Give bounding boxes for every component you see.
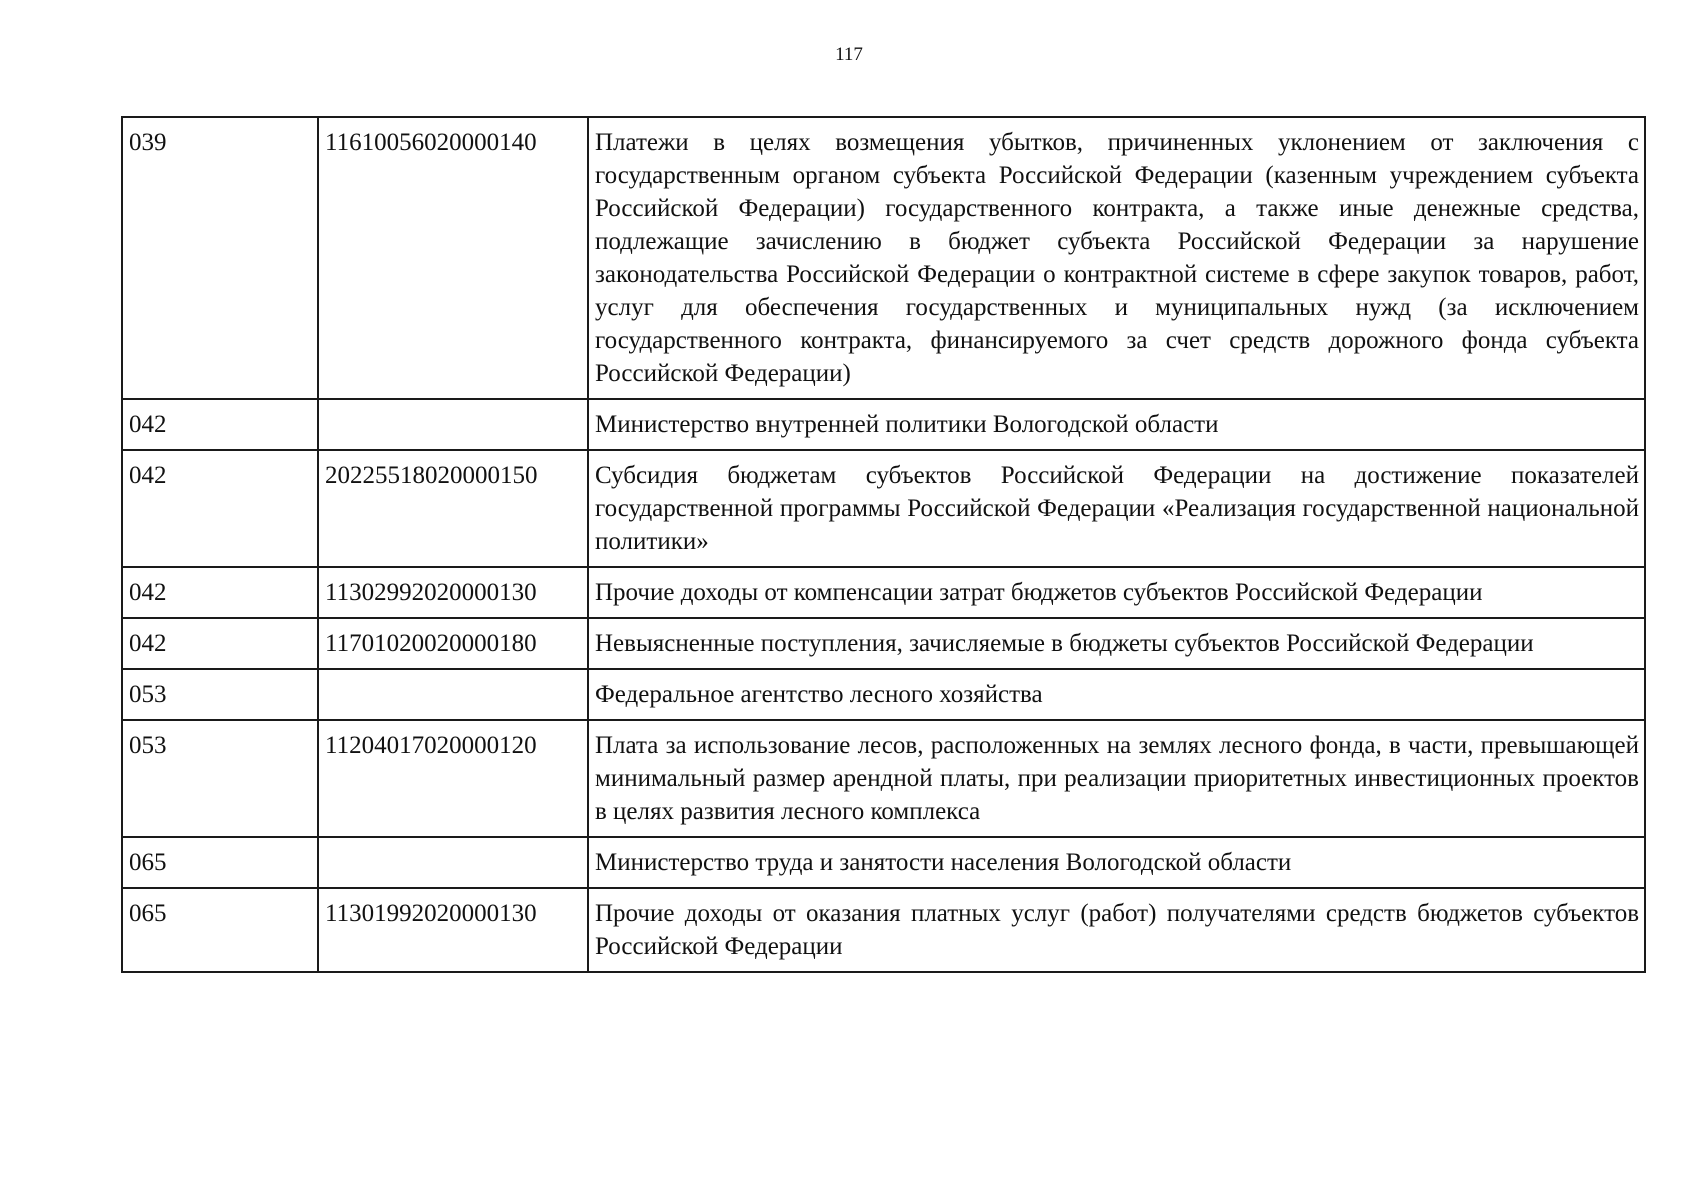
admin-code-cell: 053 xyxy=(122,669,318,720)
description-cell: Прочие доходы от оказания платных услуг (работ) получателями средств бюджетов субъектов Российской Федерации xyxy=(588,888,1645,972)
description-cell: Платежи в целях возмещения убытков, причиненных уклонением от заключения с государственным органом субъекта Российской Федерации (казенным учреждением субъекта Российской Федерации) государственного контракта, а также иные денежные средства, подлежащие зачислению в бюджет субъекта Российской Федерации за нарушение законодательства Российской Федерации о контрактной системе в сфере закупок товаров, работ, услуг для обеспечения государственных и муниципальных нужд (за исключением государственного контракта, финансируемого за счет средств дорожного фонда субъекта Российской Федерации) xyxy=(588,117,1645,399)
revenue-code-cell: 11204017020000120 xyxy=(318,720,588,837)
table-row xyxy=(122,567,1645,618)
revenue-code-cell xyxy=(318,837,588,888)
admin-code-cell: 042 xyxy=(122,567,318,618)
table-row xyxy=(122,669,1645,720)
admin-code-cell: 039 xyxy=(122,117,318,399)
revenue-code-cell xyxy=(318,399,588,450)
revenue-code-cell: 11701020020000180 xyxy=(318,618,588,669)
revenue-code-cell: 11610056020000140 xyxy=(318,117,588,399)
table-row xyxy=(122,837,1645,888)
table-row xyxy=(122,399,1645,450)
description-cell: Министерство труда и занятости населения Вологодской области xyxy=(588,837,1645,888)
revenue-code-cell: 11302992020000130 xyxy=(318,567,588,618)
table-row xyxy=(122,618,1645,669)
revenue-code-cell: 11301992020000130 xyxy=(318,888,588,972)
description-cell: Субсидия бюджетам субъектов Российской Федерации на достижение показателей государственной программы Российской Федерации «Реализация государственной национальной политики» xyxy=(588,450,1645,567)
table-row xyxy=(122,720,1645,837)
table-row xyxy=(122,117,1645,399)
admin-code-cell: 042 xyxy=(122,450,318,567)
description-cell: Федеральное агентство лесного хозяйства xyxy=(588,669,1645,720)
admin-code-cell: 065 xyxy=(122,837,318,888)
page-number: 117 xyxy=(835,44,863,65)
admin-code-cell: 053 xyxy=(122,720,318,837)
revenue-classification-table xyxy=(121,116,1646,973)
admin-code-cell: 042 xyxy=(122,399,318,450)
description-cell: Плата за использование лесов, расположенных на землях лесного фонда, в части, превышающей минимальный размер арендной платы, при реализации приоритетных инвестиционных проектов в целях развития лесного комплекса xyxy=(588,720,1645,837)
description-cell: Министерство внутренней политики Вологодской области xyxy=(588,399,1645,450)
revenue-code-cell: 20225518020000150 xyxy=(318,450,588,567)
description-cell: Прочие доходы от компенсации затрат бюджетов субъектов Российской Федерации xyxy=(588,567,1645,618)
admin-code-cell: 042 xyxy=(122,618,318,669)
revenue-code-cell xyxy=(318,669,588,720)
table-row xyxy=(122,888,1645,972)
admin-code-cell: 065 xyxy=(122,888,318,972)
table-row xyxy=(122,450,1645,567)
description-cell: Невыясненные поступления, зачисляемые в бюджеты субъектов Российской Федерации xyxy=(588,618,1645,669)
